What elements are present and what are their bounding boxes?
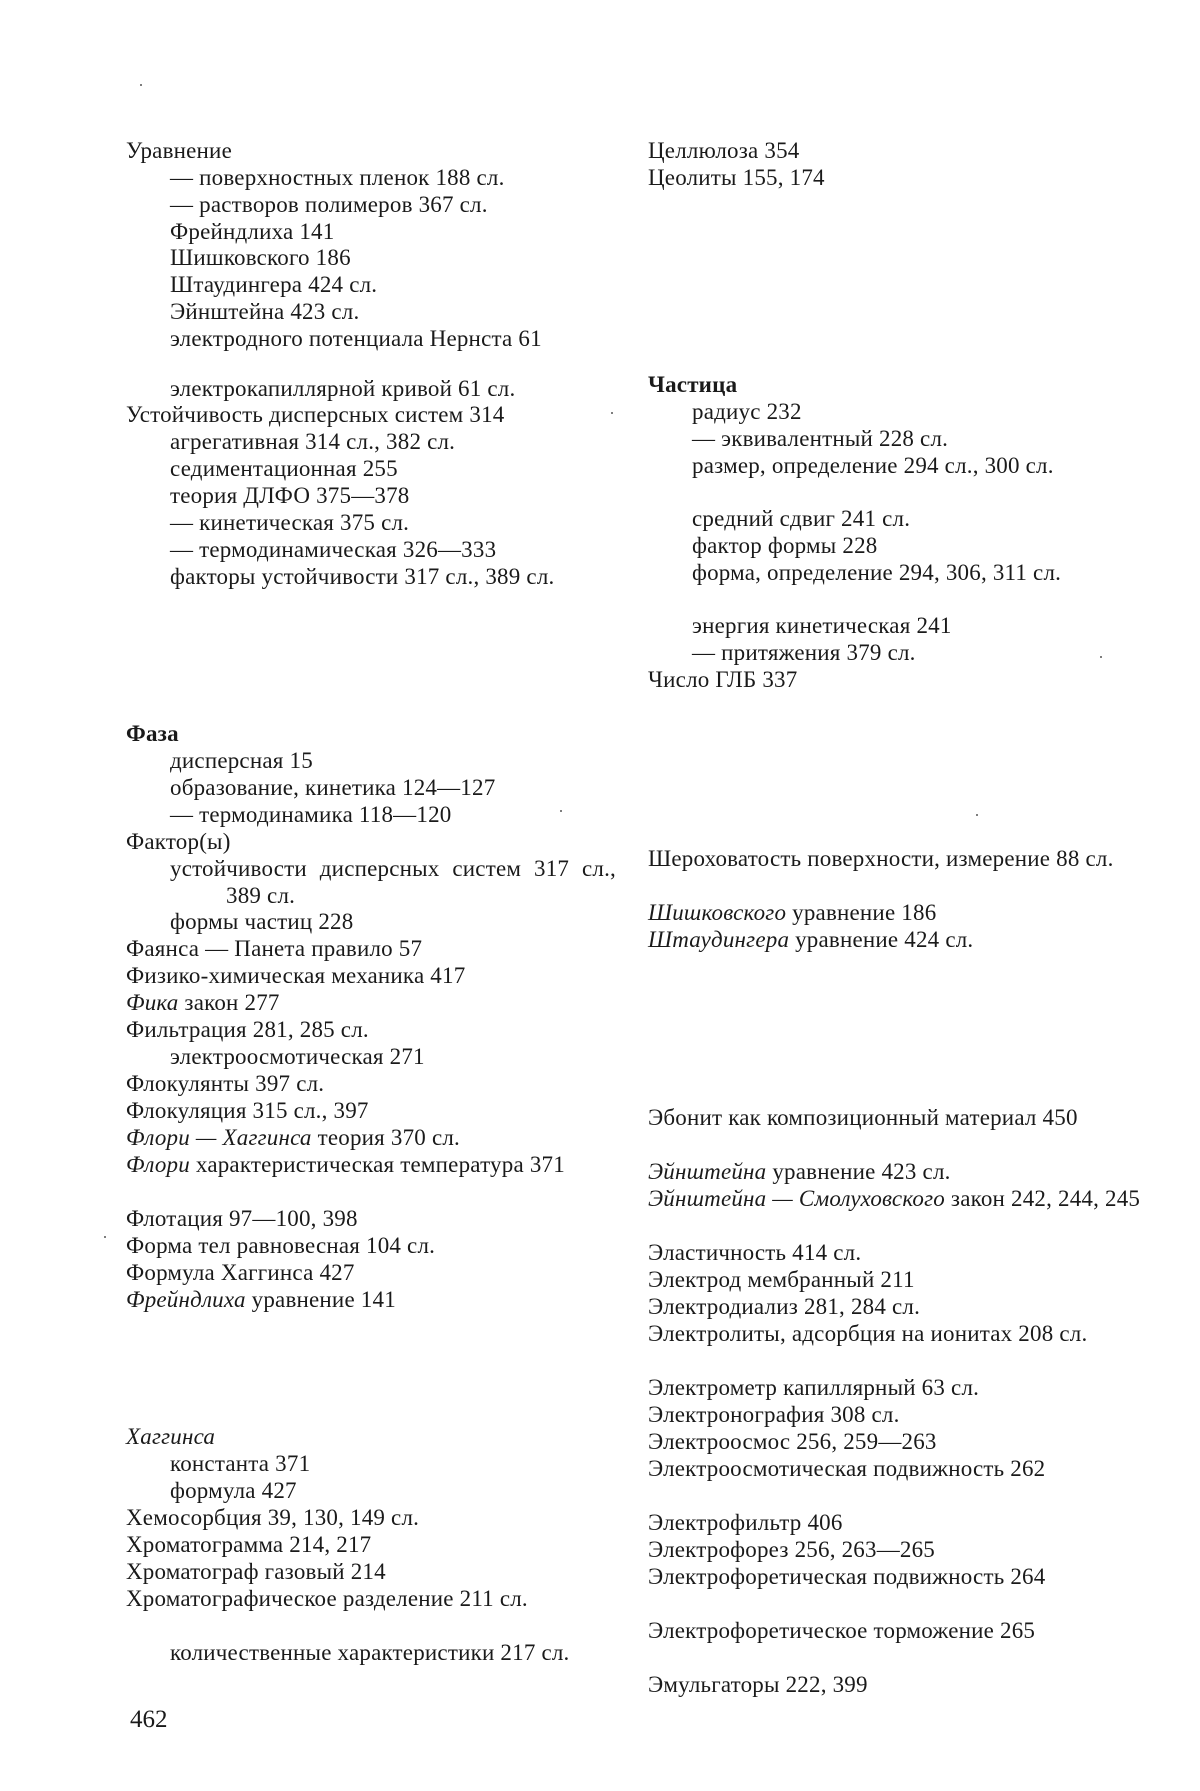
right-index-entry <box>648 1537 1148 1564</box>
scan-speck <box>140 84 142 86</box>
left-index-entry <box>126 1424 616 1451</box>
index-entry-text: закон 277 <box>178 990 280 1015</box>
right-index-entry <box>648 1240 1148 1267</box>
right-index-entry <box>648 927 1148 954</box>
left-index-entry <box>126 1044 616 1071</box>
right-index-entry <box>648 372 1148 399</box>
index-entry-text: электроосмотическая 271 <box>170 1044 425 1069</box>
right-index-entry <box>648 1564 1148 1591</box>
left-index-entry <box>126 1260 616 1287</box>
right-index-entry <box>648 1375 1148 1402</box>
right-index-entry <box>648 1456 1148 1483</box>
right-index-entry <box>648 506 1148 533</box>
index-entry-text: уравнение 423 сл. <box>766 1159 951 1184</box>
index-entry-italic-name: Фрейндлиха <box>126 1287 246 1312</box>
index-entry-italic-name: Флори — Хаггинса <box>126 1125 312 1150</box>
index-entry-text: уравнение 141 <box>245 1287 396 1312</box>
index-entry-text: Фильтрация 281, 285 сл. <box>126 1017 369 1042</box>
scan-speck <box>976 814 978 816</box>
left-index-entry <box>126 1125 616 1152</box>
left-index-entry <box>126 192 616 219</box>
index-entry-text: Фактор(ы) <box>126 829 231 854</box>
index-entry-text: Уравнение <box>126 138 232 163</box>
left-index-entry <box>126 1478 616 1505</box>
right-index-entry <box>648 613 1148 640</box>
index-entry-text: Эмульгаторы 222, 399 <box>648 1672 868 1697</box>
index-entry-text: энергия кинетическая 241 <box>692 613 952 638</box>
index-entry-text: — термодинамическая 326—333 <box>170 537 497 562</box>
index-entry-italic-name: Эйнштейна — Смолуховского <box>648 1186 945 1211</box>
index-entry-text: теория 370 сл. <box>311 1125 460 1150</box>
index-entry-text: Фрейндлиха 141 <box>170 219 335 244</box>
index-entry-text: — термодинамика 118—120 <box>170 802 452 827</box>
index-entry-text: — растворов полимеров 367 сл. <box>170 192 488 217</box>
right-index-entry <box>648 1267 1148 1294</box>
left-index-entry <box>126 1451 616 1478</box>
index-entry-text: Частица <box>648 372 738 397</box>
right-index-entry <box>648 533 1148 560</box>
index-entry-text: закон 242, 244, 245 <box>944 1186 1141 1211</box>
left-index-entry <box>126 456 616 483</box>
right-index-entry <box>648 560 1148 587</box>
left-index-entry <box>126 963 616 990</box>
index-entry-text: Фаянса — Панета правило 57 <box>126 936 423 961</box>
index-entry-text: радиус 232 <box>692 399 802 424</box>
index-entry-text: количественные характеристики 217 сл. <box>170 1640 570 1665</box>
index-entry-text: Электрометр капиллярный 63 сл. <box>648 1375 980 1400</box>
index-entry-text: Электрофильтр 406 <box>648 1510 843 1535</box>
index-entry-text: Шишковского 186 <box>170 245 351 270</box>
index-entry-text: Электрофоретическое торможение 265 <box>648 1618 1036 1643</box>
index-entry-text: Электрод мембранный 211 <box>648 1267 915 1292</box>
index-entry-text: Форма тел равновесная 104 сл. <box>126 1233 436 1258</box>
index-entry-text: Устойчивость дисперсных систем 314 <box>126 402 505 427</box>
index-entry-text: Электроосмос 256, 259—263 <box>648 1429 937 1454</box>
left-index-entry <box>126 1233 616 1260</box>
right-index-entry <box>648 165 1148 192</box>
index-entry-text: фактор формы 228 <box>692 533 878 558</box>
index-entry-text: средний сдвиг 241 сл. <box>692 506 911 531</box>
index-entry-text: Эйнштейна 423 сл. <box>170 299 360 324</box>
index-entry-italic-name: Флори <box>126 1152 190 1177</box>
left-index-entry <box>126 1532 616 1559</box>
left-index-entry <box>126 299 616 326</box>
index-entry-text: Шероховатость поверхности, измерение 88 сл. <box>648 846 1114 871</box>
left-index-entry <box>126 165 616 192</box>
page-number: 462 <box>130 1706 168 1733</box>
left-index-entry <box>126 775 616 802</box>
left-index-entry <box>126 1017 616 1044</box>
index-entry-text: Эластичность 414 сл. <box>648 1240 862 1265</box>
right-index-entry <box>648 1672 1148 1699</box>
index-entry-italic-name: Хаггинса <box>126 1424 216 1449</box>
index-entry-text: Хроматограмма 214, 217 <box>126 1532 372 1557</box>
scan-speck <box>104 1236 106 1238</box>
left-index-entry <box>126 1559 616 1586</box>
left-index-entry <box>126 748 616 775</box>
index-entry-text: Электролиты, адсорбция на ионитах 208 сл. <box>648 1321 1088 1346</box>
left-index-entry <box>126 245 616 272</box>
index-entry-text: формула 427 <box>170 1478 297 1503</box>
index-entry-text: Формула Хаггинса 427 <box>126 1260 355 1285</box>
right-index-entry <box>648 667 1148 694</box>
index-entry-text: Фаза <box>126 721 179 746</box>
right-index-entry <box>648 900 1148 927</box>
index-entry-text: Хемосорбция 39, 130, 149 сл. <box>126 1505 420 1530</box>
index-entry-text: Эбонит как композиционный материал 450 <box>648 1105 1078 1130</box>
left-index-entry <box>126 936 616 963</box>
index-entry-italic-name: Фика <box>126 990 179 1015</box>
index-entry-text: — поверхностных пленок 188 сл. <box>170 165 505 190</box>
index-entry-text: электродного потенциала Нернста 61 <box>170 326 542 351</box>
index-entry-text: седиментационная 255 <box>170 456 398 481</box>
left-index-entry <box>126 272 616 299</box>
index-entry-text: форма, определение 294, 306, 311 сл. <box>692 560 1062 585</box>
left-index-entry <box>126 326 616 353</box>
left-index-entry <box>126 1505 616 1532</box>
left-index-entry <box>126 510 616 537</box>
index-entry-text: теория ДЛФО 375—378 <box>170 483 410 508</box>
index-entry-italic-name: Эйнштейна <box>648 1159 767 1184</box>
left-index-entry <box>126 1152 616 1179</box>
index-entry-text: — эквивалентный 228 сл. <box>692 426 949 451</box>
index-entry-text: формы частиц 228 <box>170 909 354 934</box>
left-index-entry <box>126 829 616 856</box>
left-index-entry <box>126 376 616 403</box>
index-entry-text: константа 371 <box>170 1451 311 1476</box>
left-index-entry <box>126 1071 616 1098</box>
index-entry-text: Штаудингера 424 сл. <box>170 272 378 297</box>
index-entry-text: агрегативная 314 сл., 382 сл. <box>170 429 456 454</box>
scan-speck <box>1100 656 1102 658</box>
right-index-entry <box>648 1510 1148 1537</box>
index-entry-text: Электродиализ 281, 284 сл. <box>648 1294 921 1319</box>
left-index-entry <box>126 537 616 564</box>
index-entry-text: характеристическая температура 371 <box>189 1152 565 1177</box>
index-entry-text: электрокапиллярной кривой 61 сл. <box>170 376 516 401</box>
index-entry-text: Электрофорез 256, 263—265 <box>648 1537 935 1562</box>
right-index-entry <box>648 1321 1148 1348</box>
index-entry-text: уравнение 186 <box>786 900 937 925</box>
right-index-entry <box>648 426 1148 453</box>
right-index-entry <box>648 1618 1148 1645</box>
index-entry-text: Флотация 97—100, 398 <box>126 1206 358 1231</box>
index-entry-text: Электроосмотическая подвижность 262 <box>648 1456 1046 1481</box>
index-entry-text: Хроматографическое разделение 211 сл. <box>126 1586 528 1611</box>
left-index-entry <box>126 856 616 909</box>
left-index-entry <box>126 1640 616 1667</box>
right-index-entry <box>648 1429 1148 1456</box>
right-index-entry <box>648 1294 1148 1321</box>
index-entry-text: факторы устойчивости 317 сл., 389 сл. <box>170 564 555 589</box>
index-entry-text: устойчивости дисперсных систем 317 сл., 389 сл. <box>170 856 616 908</box>
left-index-entry <box>126 564 616 591</box>
index-entry-text: Флокулянты 397 сл. <box>126 1071 325 1096</box>
index-entry-text: уравнение 424 сл. <box>789 927 974 952</box>
index-entry-text: Хроматограф газовый 214 <box>126 1559 386 1584</box>
index-entry-text: Физико-химическая механика 417 <box>126 963 466 988</box>
index-entry-text: Число ГЛБ 337 <box>648 667 798 692</box>
left-index-entry <box>126 1586 616 1613</box>
right-index-entry <box>648 846 1148 873</box>
left-index-entry <box>126 1287 616 1314</box>
right-index-entry <box>648 1105 1148 1132</box>
index-entry-text: размер, определение 294 сл., 300 сл. <box>692 453 1054 478</box>
left-index-entry <box>126 990 616 1017</box>
right-index-entry <box>648 138 1148 165</box>
left-index-entry <box>126 429 616 456</box>
index-entry-text: Электрофоретическая подвижность 264 <box>648 1564 1046 1589</box>
index-entry-text: — притяжения 379 сл. <box>692 640 916 665</box>
left-index-entry <box>126 1098 616 1125</box>
index-entry-text: Флокуляция 315 сл., 397 <box>126 1098 369 1123</box>
index-entry-italic-name: Штаудингера <box>648 927 790 952</box>
index-entry-text: Цеолиты 155, 174 <box>648 165 825 190</box>
scan-speck <box>611 412 613 414</box>
left-index-entry <box>126 721 616 748</box>
index-entry-text: Целлюлоза 354 <box>648 138 800 163</box>
left-index-entry <box>126 909 616 936</box>
scan-speck <box>560 810 562 812</box>
right-index-entry <box>648 399 1148 426</box>
left-index-entry <box>126 138 616 165</box>
index-entry-italic-name: Шишковского <box>648 900 787 925</box>
right-index-entry <box>648 1402 1148 1429</box>
left-index-entry <box>126 219 616 246</box>
index-entry-text: образование, кинетика 124—127 <box>170 775 496 800</box>
right-index-entry <box>648 453 1148 480</box>
left-index-entry <box>126 483 616 510</box>
right-index-entry <box>648 1186 1148 1213</box>
right-index-entry <box>648 1159 1148 1186</box>
right-index-entry <box>648 640 1148 667</box>
index-entry-text: — кинетическая 375 сл. <box>170 510 410 535</box>
left-index-entry <box>126 802 616 829</box>
index-entry-text: дисперсная 15 <box>170 748 313 773</box>
left-index-entry <box>126 1206 616 1233</box>
index-entry-text: Электронография 308 сл. <box>648 1402 900 1427</box>
left-index-entry <box>126 402 616 429</box>
